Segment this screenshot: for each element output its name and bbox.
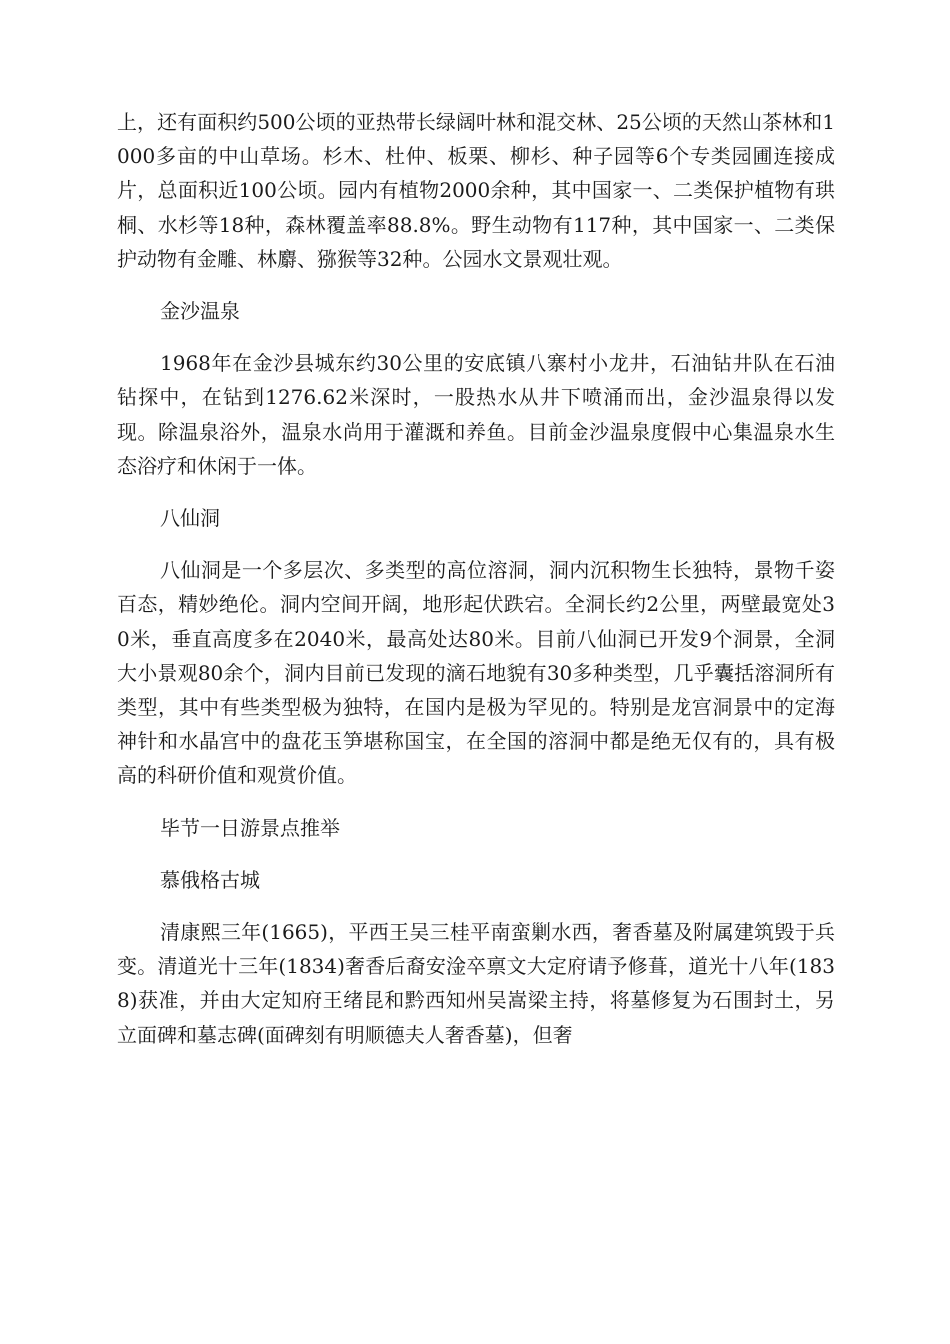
section-heading-jinsha-hot-spring: 金沙温泉	[160, 299, 240, 324]
paragraph-park-continued: 上，还有面积约500公顷的亚热带长绿阔叶林和混交林、25公顷的天然山茶林和1000多亩的中山草场。杉木、杜仲、板栗、柳杉、种子园等6个专类园圃连接成片，总面积近100公顷。园内有植物2000余种，其中国家一、二类保护植物有珙桐、水杉等18种，森林覆盖率88.8%。野生动物有117种，其中国家一、二类保护动物有金雕、林麝、猕猴等32种。公园水文景观壮观。	[117, 110, 835, 271]
section-heading-baxian-cave: 八仙洞	[160, 506, 220, 531]
document-body	[117, 105, 835, 1052]
section-heading-muege-ancient-city: 慕俄格古城	[160, 867, 260, 892]
paragraph-jinsha-hot-spring: 1968年在金沙县城东约30公里的安底镇八寨村小龙井，石油钻井队在石油钻探中，在钻到1276.62米深时，一股热水从井下喷涌而出，金沙温泉得以发现。除温泉浴外，温泉水尚用于灌溉和养鱼。目前金沙温泉度假中心集温泉水生态浴疗和休闲于一体。	[117, 351, 835, 478]
section-heading-one-day-tour: 毕节一日游景点推举	[160, 815, 340, 840]
paragraph-baxian-cave: 八仙洞是一个多层次、多类型的高位溶洞，洞内沉积物生长独特，景物千姿百态，精妙绝伦。洞内空间开阔，地形起伏跌宕。全洞长约2公里，两壁最宽处30米，垂直高度多在2040米，最高处达80米。目前八仙洞已开发9个洞景，全洞大小景观80余个，洞内目前已发现的滴石地貌有30多种类型，几乎囊括溶洞所有类型，其中有些类型极为独特，在国内是极为罕见的。特别是龙宫洞景中的定海神针和水晶宫中的盘花玉笋堪称国宝，在全国的溶洞中都是绝无仅有的，具有极高的科研价值和观赏价值。	[117, 558, 835, 788]
paragraph-muege-ancient-city: 清康熙三年(1665)，平西王吴三桂平南蛮剿水西，奢香墓及附属建筑毁于兵变。清道光十三年(1834)奢香后裔安淦卒禀文大定府请予修葺，道光十八年(1838)获准，并由大定知府王绪昆和黔西知州吴嵩梁主持，将墓修复为石围封土，另立面碑和墓志碑(面碑刻有明顺德夫人奢香墓)，但奢	[117, 920, 835, 1047]
